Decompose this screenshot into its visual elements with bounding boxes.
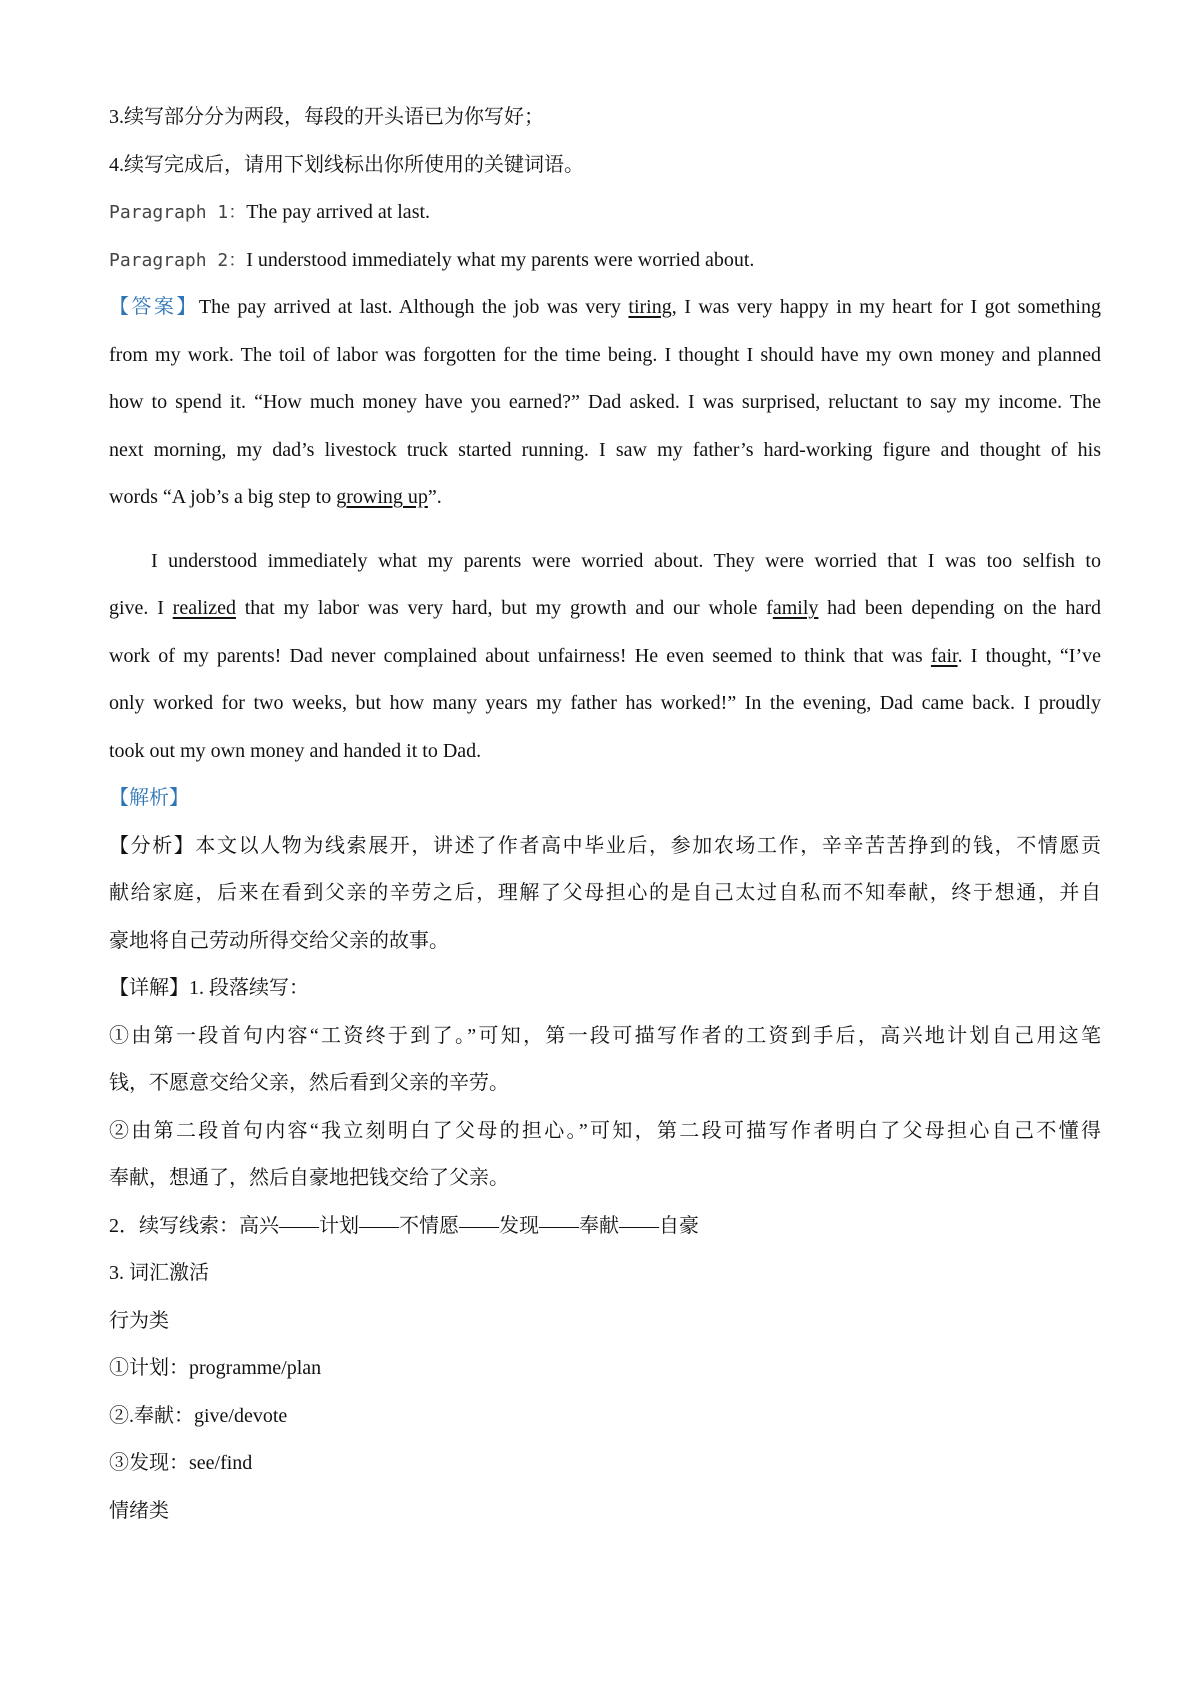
- answer-text: , I was very happy in my heart for I got something: [671, 296, 1101, 318]
- answer-line-3: how to spend it. “How much money have you earned?” Dad asked. I was surprised, reluctant to say my income. The: [109, 391, 1101, 413]
- paragraph-1-label: Paragraph 1：: [109, 202, 247, 223]
- answer-p2-line-2: [109, 585, 1101, 633]
- answer-p2-line-4: only worked for two weeks, but how many years my father has worked!” In the evening, Dad came back. I proudly: [109, 692, 1101, 714]
- writing-clues: 2．续写线索：高兴——计划——不情愿——发现——奉献——自豪: [109, 1214, 699, 1237]
- keyword-underlined: fair: [930, 644, 958, 667]
- paragraph-2-text: I understood immediately what my parents were worried about.: [246, 248, 755, 271]
- vocab-item-2: ②.奉献：give/devote: [109, 1404, 288, 1427]
- answer-text: words “A job’s a big step to: [109, 486, 337, 508]
- clue-2-line-1: ②由第二段首句内容“我立刻明白了父母的担心。”可知，第二段可描写作者明白了父母担心自己不懂得: [109, 1119, 1101, 1142]
- keyword-underlined: growing up: [336, 486, 428, 508]
- answer-p2-line-5: took out my own money and handed it to Dad.: [109, 739, 482, 762]
- clue-1-line-1: ①由第一段首句内容“工资终于到了。”可知，第一段可描写作者的工资到手后，高兴地计划自己用这笔: [109, 1024, 1101, 1047]
- answer-text: ”.: [427, 486, 442, 508]
- analysis-line-3: 豪地将自己劳动所得交给父亲的故事。: [109, 929, 449, 952]
- analysis-line-1: 【分析】本文以人物为线索展开，讲述了作者高中毕业后，参加农场工作，辛辛苦苦挣到的钱，不情愿贡: [109, 834, 1101, 857]
- clue-2-line-2: 奉献，想通了，然后自豪地把钱交给了父亲。: [109, 1167, 509, 1189]
- answer-text: give. I: [109, 597, 173, 619]
- answer-p2-line-1: I understood immediately what my parents were worried about. They were worried that I was too selfish to: [151, 549, 1101, 572]
- answer-line-4: next morning, my dad’s livestock truck started running. I saw my father’s hard-working figure and thought of his: [109, 438, 1101, 461]
- category-emotion: 情绪类: [109, 1499, 169, 1522]
- paragraph-2-opener: [109, 237, 1101, 285]
- answer-line-1: [109, 284, 1101, 332]
- answer-line-2: from my work. The toil of labor was forgotten for the time being. I thought I should have my own money and planned: [109, 343, 1101, 366]
- answer-text: had been depending on the hard: [818, 597, 1101, 619]
- answer-text: work of my parents! Dad never complained about unfairness! He even seemed to think that was: [109, 644, 931, 667]
- answer-text: The pay arrived at last. Although the job was very: [198, 296, 629, 318]
- requirement-3: 3.续写部分分为两段，每段的开头语已为你写好；: [109, 106, 544, 128]
- answer-text: that my labor was very hard, but my growth and our whole f: [235, 597, 773, 619]
- answer-tag: 【答案】: [109, 296, 199, 318]
- document-page: [109, 94, 1101, 1535]
- analysis-tag: 【解析】: [109, 787, 189, 809]
- answer-line-5: [109, 474, 1101, 522]
- keyword-underlined: amily: [772, 597, 819, 619]
- paragraph-2-label: Paragraph 2：: [109, 249, 247, 271]
- vocab-item-1: ①计划：programme/plan: [109, 1357, 322, 1379]
- vocab-heading: 3. 词汇激活: [109, 1262, 209, 1284]
- requirement-4: 4.续写完成后，请用下划线标出你所使用的关键词语。: [109, 153, 584, 176]
- paragraph-1-opener: [109, 189, 1101, 237]
- analysis-line-2: 献给家庭，后来在看到父亲的辛劳之后，理解了父母担心的是自己太过自私而不知奉献，终于想通，并自: [109, 882, 1101, 904]
- category-action: 行为类: [109, 1309, 169, 1332]
- answer-p2-line-3: [109, 633, 1101, 681]
- keyword-underlined: realized: [172, 597, 236, 619]
- detail-heading: 【详解】1. 段落续写：: [109, 977, 309, 999]
- paragraph-1-text: The pay arrived at last.: [246, 201, 431, 223]
- vocab-item-3: ③发现：see/find: [109, 1452, 253, 1474]
- clue-1-line-2: 钱，不愿意交给父亲，然后看到父亲的辛劳。: [109, 1072, 509, 1094]
- answer-text: . I thought, “I’ve: [957, 644, 1101, 667]
- keyword-underlined: tiring: [628, 296, 672, 318]
